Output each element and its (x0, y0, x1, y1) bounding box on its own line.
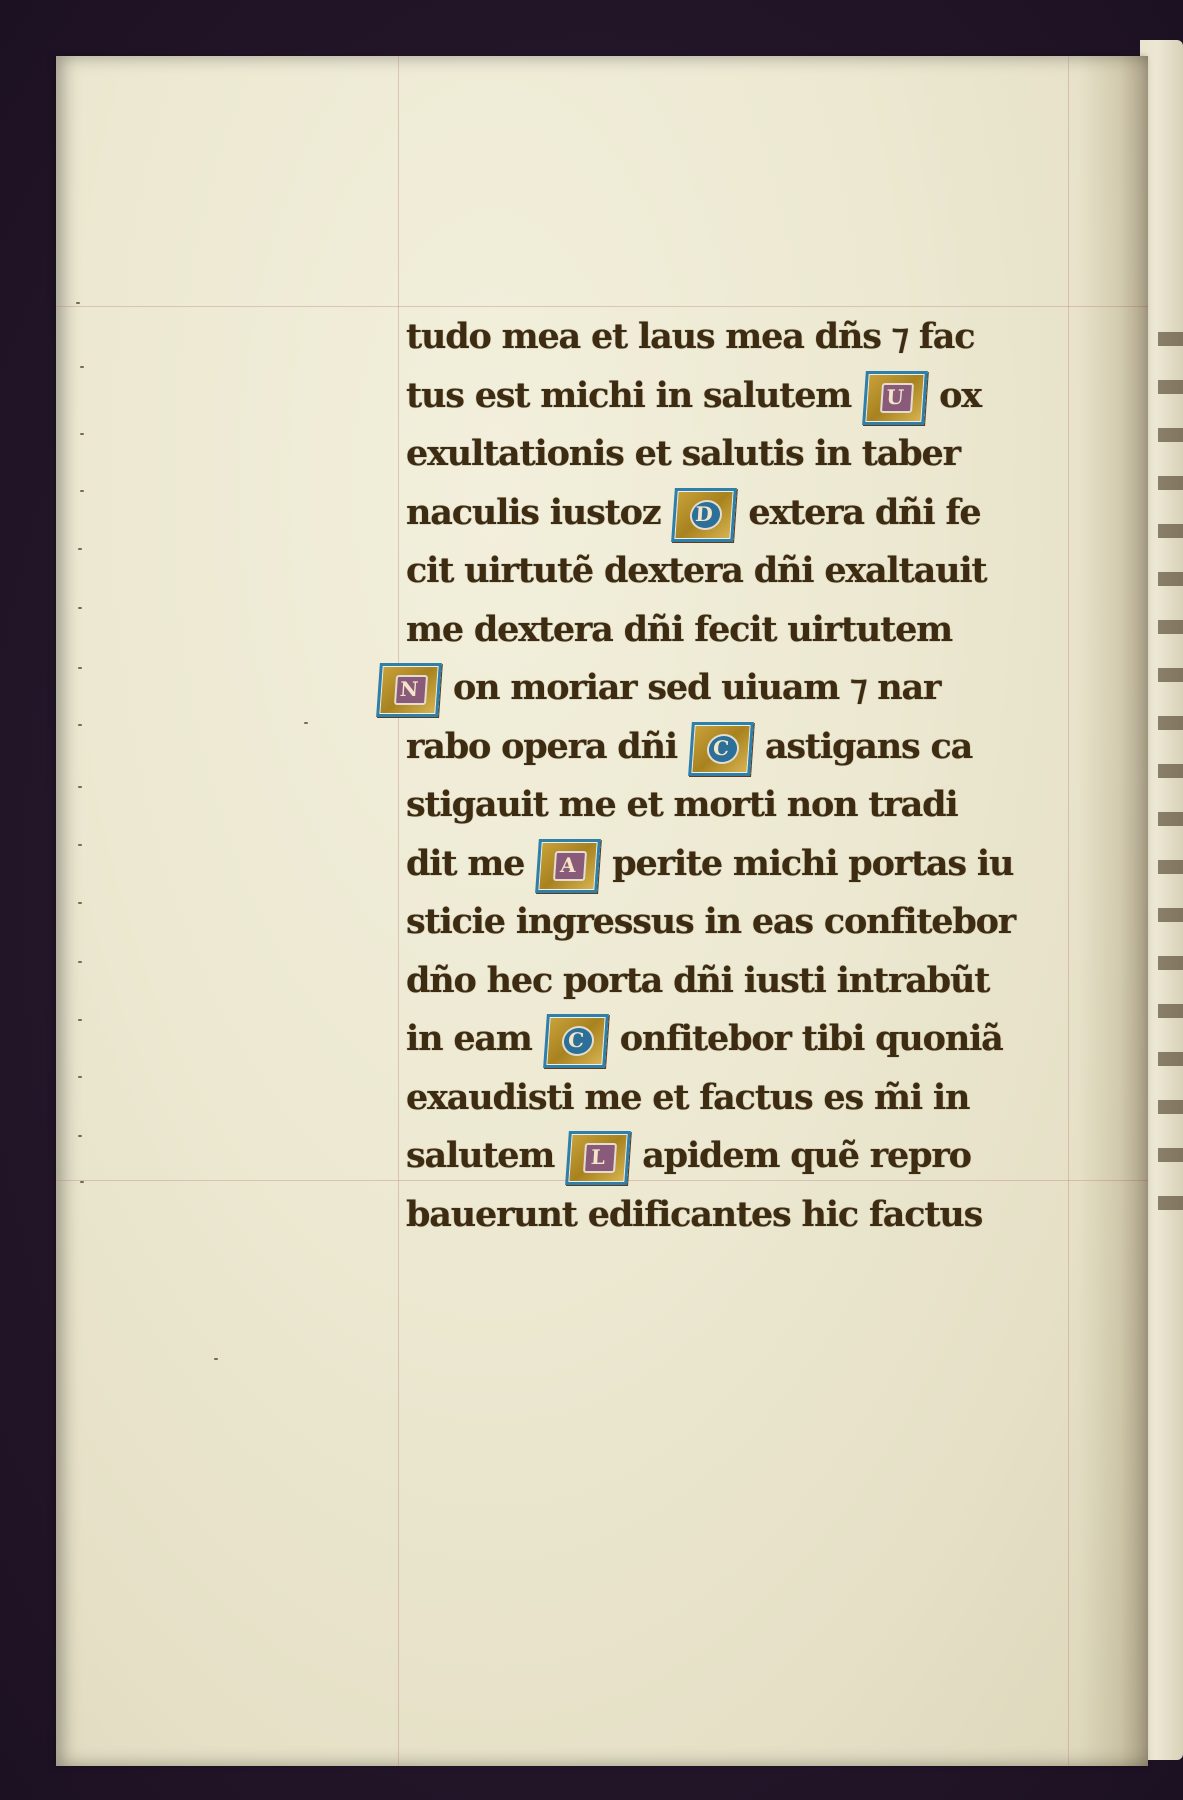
pricking-mark (78, 724, 82, 726)
text-line-14 (406, 1069, 1106, 1128)
text-line-12 (406, 952, 1106, 1011)
illuminated-initial (376, 663, 442, 717)
text-line-2 (406, 367, 1106, 426)
pricking-mark (80, 366, 84, 368)
pricking-mark (80, 1181, 84, 1183)
text-line-15 (406, 1127, 1106, 1186)
illuminated-initial (535, 839, 601, 893)
initial-letter: C (712, 735, 730, 760)
line-text: dño hec porta dñi iusti intrabũt (406, 959, 990, 1001)
facing-leaf-text-fragment (1158, 310, 1183, 1240)
text-line-13 (406, 1010, 1106, 1069)
initial-letter: D (694, 501, 714, 526)
text-line-16 (406, 1186, 1106, 1245)
initial-letter: A (559, 852, 577, 877)
text-line-5 (406, 542, 1106, 601)
line-text: exaudisti me et factus es m̃i in (406, 1076, 970, 1118)
pricking-mark (78, 786, 82, 788)
line-text: in eam (406, 1018, 532, 1059)
line-text: apidem quẽ repro (642, 1135, 971, 1176)
pricking-mark (214, 1358, 218, 1360)
pricking-mark (80, 490, 84, 492)
pricking-mark (304, 722, 308, 724)
text-line-3 (406, 425, 1106, 484)
ruling-line-left (398, 56, 399, 1766)
text-line-1 (406, 308, 1106, 367)
text-line-9 (406, 776, 1106, 835)
line-text: rabo opera dñi (406, 725, 677, 767)
pricking-mark (78, 1135, 82, 1137)
line-text: astigans ca (764, 725, 973, 767)
line-text: naculis iustoz (406, 491, 661, 533)
pricking-mark (76, 302, 80, 304)
illuminated-initial (862, 371, 928, 425)
text-line-10 (406, 835, 1106, 894)
initial-letter: C (566, 1028, 585, 1052)
line-text: bauerunt edificantes hic factus (406, 1193, 983, 1235)
initial-letter: N (399, 677, 420, 701)
text-line-7 (376, 659, 1106, 718)
initial-letter: U (885, 384, 905, 409)
line-text: tus est michi in salutem (406, 374, 852, 416)
pricking-mark (78, 1019, 82, 1021)
illuminated-initial (688, 722, 754, 776)
pricking-mark (78, 1076, 82, 1078)
text-line-6 (406, 601, 1106, 660)
illuminated-initial (565, 1131, 631, 1185)
initial-letter: L (590, 1145, 607, 1169)
text-line-4 (406, 484, 1106, 543)
illuminated-initial (672, 488, 738, 542)
line-text: me dextera dñi fecit uirtutem (406, 608, 952, 650)
line-text: onfitebor tibi quoniã (619, 1018, 1003, 1059)
illuminated-initial (543, 1014, 609, 1068)
line-text: cit uirtutẽ dextera dñi exaltauit (406, 550, 987, 591)
line-text: salutem (406, 1135, 555, 1176)
line-text: extera dñi fe (748, 491, 981, 533)
pricking-mark (80, 433, 84, 435)
line-text: ox (939, 374, 981, 416)
pricking-mark (78, 844, 82, 846)
line-text: perite michi portas iu (612, 842, 1014, 884)
line-text: dit me (406, 842, 525, 884)
pricking-mark (78, 548, 82, 550)
pricking-mark (78, 607, 82, 609)
pricking-mark (78, 902, 82, 904)
line-text: tudo mea et laus mea dñs ⁊ fac (406, 316, 975, 357)
pricking-mark (78, 667, 82, 669)
text-line-11 (406, 893, 1106, 952)
line-text: exultationis et salutis in taber (406, 433, 960, 474)
line-text: on moriar sed uiuam ⁊ nar (453, 667, 941, 708)
ruling-line-top (56, 306, 1148, 307)
text-line-8 (406, 718, 1106, 777)
line-text: stigauit me et morti non tradi (406, 784, 958, 825)
text-block (399, 308, 1106, 1244)
pricking-mark (78, 961, 82, 963)
line-text: sticie ingressus in eas confitebor (406, 901, 1016, 942)
